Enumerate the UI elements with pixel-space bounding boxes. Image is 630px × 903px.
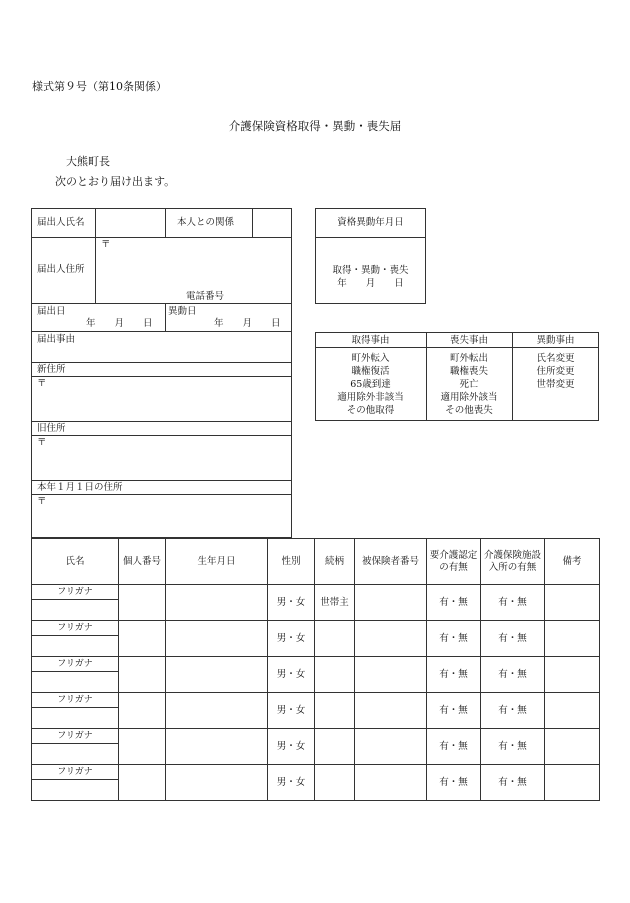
col-header-name: 氏名 bbox=[32, 539, 119, 585]
care-cert-choice[interactable]: 有・無 bbox=[427, 693, 481, 729]
facility-choice[interactable]: 有・無 bbox=[481, 765, 545, 801]
personal-number-cell[interactable] bbox=[119, 693, 166, 729]
remarks-cell[interactable] bbox=[545, 585, 600, 621]
facility-choice[interactable]: 有・無 bbox=[481, 621, 545, 657]
relation-cell[interactable] bbox=[315, 693, 355, 729]
sex-choice[interactable]: 男・女 bbox=[268, 729, 315, 765]
new-address-label: 新住所 bbox=[37, 364, 66, 375]
personal-number-cell[interactable] bbox=[119, 657, 166, 693]
name-cell[interactable] bbox=[32, 585, 119, 621]
table-row bbox=[32, 621, 600, 657]
birthdate-cell[interactable] bbox=[166, 765, 268, 801]
notifier-address-label: 届出人住所 bbox=[37, 264, 85, 275]
status-types: 取得・異動・喪失 bbox=[332, 265, 409, 276]
table-row bbox=[32, 585, 600, 621]
relation-cell[interactable]: 世帯主 bbox=[315, 585, 355, 621]
page-title: 介護保険資格取得・異動・喪失届 bbox=[228, 119, 402, 133]
name-cell[interactable] bbox=[32, 729, 119, 765]
col-header-remarks: 備考 bbox=[545, 539, 600, 585]
furigana-label: フリガナ bbox=[32, 729, 118, 744]
care-cert-choice[interactable]: 有・無 bbox=[427, 621, 481, 657]
remarks-cell[interactable] bbox=[545, 693, 600, 729]
relation-label: 本人との関係 bbox=[177, 217, 235, 228]
notifier-name-field[interactable] bbox=[96, 209, 165, 237]
table-row bbox=[32, 693, 600, 729]
acq-item: 職権復活 bbox=[351, 366, 390, 377]
birthdate-cell[interactable] bbox=[166, 693, 268, 729]
insured-number-cell[interactable] bbox=[355, 765, 427, 801]
care-cert-choice[interactable]: 有・無 bbox=[427, 729, 481, 765]
furigana-label: フリガナ bbox=[32, 585, 118, 600]
status-date-format: 年 月 日 bbox=[337, 278, 404, 289]
relation-field[interactable] bbox=[253, 209, 291, 237]
notifier-postal-mark: 〒 bbox=[101, 239, 111, 250]
name-cell[interactable] bbox=[32, 657, 119, 693]
name-cell[interactable] bbox=[32, 693, 119, 729]
reason-header-change: 異動事由 bbox=[536, 335, 575, 346]
col-header-care-cert: 要介護認定の有無 bbox=[427, 539, 481, 585]
personal-number-cell[interactable] bbox=[119, 585, 166, 621]
insured-number-cell[interactable] bbox=[355, 729, 427, 765]
birthdate-cell[interactable] bbox=[166, 585, 268, 621]
col-header-birthdate: 生年月日 bbox=[166, 539, 268, 585]
col-header-personal-number: 個人番号 bbox=[119, 539, 166, 585]
acq-item: 65歳到達 bbox=[350, 379, 391, 390]
addressee: 大熊町長 bbox=[66, 155, 110, 168]
sex-choice[interactable]: 男・女 bbox=[268, 657, 315, 693]
care-cert-choice[interactable]: 有・無 bbox=[427, 657, 481, 693]
intro-text: 次のとおり届け出ます。 bbox=[55, 175, 176, 188]
relation-cell[interactable] bbox=[315, 621, 355, 657]
col-header-facility: 介護保険施設入所の有無 bbox=[481, 539, 545, 585]
jan1-address-label: 本年１月１日の住所 bbox=[37, 482, 123, 493]
remarks-cell[interactable] bbox=[545, 729, 600, 765]
loss-item: 適用除外該当 bbox=[440, 392, 498, 403]
table-row bbox=[32, 729, 600, 765]
furigana-label: フリガナ bbox=[32, 765, 118, 780]
col-header-sex: 性別 bbox=[268, 539, 315, 585]
loss-item: その他喪失 bbox=[445, 405, 493, 416]
notify-date-label: 届出日 bbox=[37, 306, 66, 317]
personal-number-cell[interactable] bbox=[119, 765, 166, 801]
notifier-name-label: 届出人氏名 bbox=[37, 217, 85, 228]
facility-choice[interactable]: 有・無 bbox=[481, 729, 545, 765]
old-address-label: 旧住所 bbox=[37, 423, 66, 434]
furigana-label: フリガナ bbox=[32, 693, 118, 708]
status-header: 資格異動年月日 bbox=[337, 217, 404, 228]
notify-date-format: 年 月 日 bbox=[86, 318, 153, 329]
sex-choice[interactable]: 男・女 bbox=[268, 585, 315, 621]
acq-item: 適用除外非該当 bbox=[337, 392, 404, 403]
table-row bbox=[32, 657, 600, 693]
facility-choice[interactable]: 有・無 bbox=[481, 657, 545, 693]
relation-cell[interactable] bbox=[315, 657, 355, 693]
change-item: 氏名変更 bbox=[536, 353, 575, 364]
furigana-label: フリガナ bbox=[32, 657, 118, 672]
loss-item: 死亡 bbox=[459, 379, 479, 390]
care-cert-choice[interactable]: 有・無 bbox=[427, 765, 481, 801]
reason-header-acquisition: 取得事由 bbox=[351, 335, 390, 346]
furigana-label: フリガナ bbox=[32, 621, 118, 636]
insured-table bbox=[31, 538, 600, 801]
name-cell[interactable] bbox=[32, 621, 119, 657]
table-row bbox=[32, 765, 600, 801]
relation-cell[interactable] bbox=[315, 729, 355, 765]
remarks-cell[interactable] bbox=[545, 765, 600, 801]
facility-choice[interactable]: 有・無 bbox=[481, 585, 545, 621]
insured-number-cell[interactable] bbox=[355, 621, 427, 657]
jan1-address-postal: 〒 bbox=[37, 496, 47, 507]
new-address-postal: 〒 bbox=[37, 378, 47, 389]
reason-header-loss: 喪失事由 bbox=[449, 335, 488, 346]
insured-number-cell[interactable] bbox=[355, 693, 427, 729]
birthdate-cell[interactable] bbox=[166, 729, 268, 765]
old-address-postal: 〒 bbox=[37, 437, 47, 448]
sex-choice[interactable]: 男・女 bbox=[268, 621, 315, 657]
sex-choice[interactable]: 男・女 bbox=[268, 693, 315, 729]
loss-item: 町外転出 bbox=[449, 353, 488, 364]
table-header-row bbox=[32, 539, 600, 585]
form-number: 様式第９号（第10条関係） bbox=[32, 80, 167, 93]
personal-number-cell[interactable] bbox=[119, 621, 166, 657]
remarks-cell[interactable] bbox=[545, 657, 600, 693]
remarks-cell[interactable] bbox=[545, 621, 600, 657]
birthdate-cell[interactable] bbox=[166, 621, 268, 657]
change-date-label: 異動日 bbox=[168, 306, 197, 317]
facility-choice[interactable]: 有・無 bbox=[481, 693, 545, 729]
phone-label: 電話番号 bbox=[186, 291, 225, 302]
acq-item: 町外転入 bbox=[351, 353, 390, 364]
change-item: 住所変更 bbox=[536, 366, 575, 377]
sex-choice[interactable]: 男・女 bbox=[268, 765, 315, 801]
name-cell[interactable] bbox=[32, 765, 119, 801]
change-date-format: 年 月 日 bbox=[214, 318, 281, 329]
insured-number-cell[interactable] bbox=[355, 585, 427, 621]
reason-label: 届出事由 bbox=[37, 334, 76, 345]
birthdate-cell[interactable] bbox=[166, 657, 268, 693]
relation-cell[interactable] bbox=[315, 765, 355, 801]
col-header-insured-number: 被保険者番号 bbox=[355, 539, 427, 585]
care-cert-choice[interactable]: 有・無 bbox=[427, 585, 481, 621]
col-header-relation: 続柄 bbox=[315, 539, 355, 585]
insured-number-cell[interactable] bbox=[355, 657, 427, 693]
change-item: 世帯変更 bbox=[536, 379, 575, 390]
acq-item: その他取得 bbox=[346, 405, 395, 416]
loss-item: 職権喪失 bbox=[449, 366, 488, 377]
personal-number-cell[interactable] bbox=[119, 729, 166, 765]
